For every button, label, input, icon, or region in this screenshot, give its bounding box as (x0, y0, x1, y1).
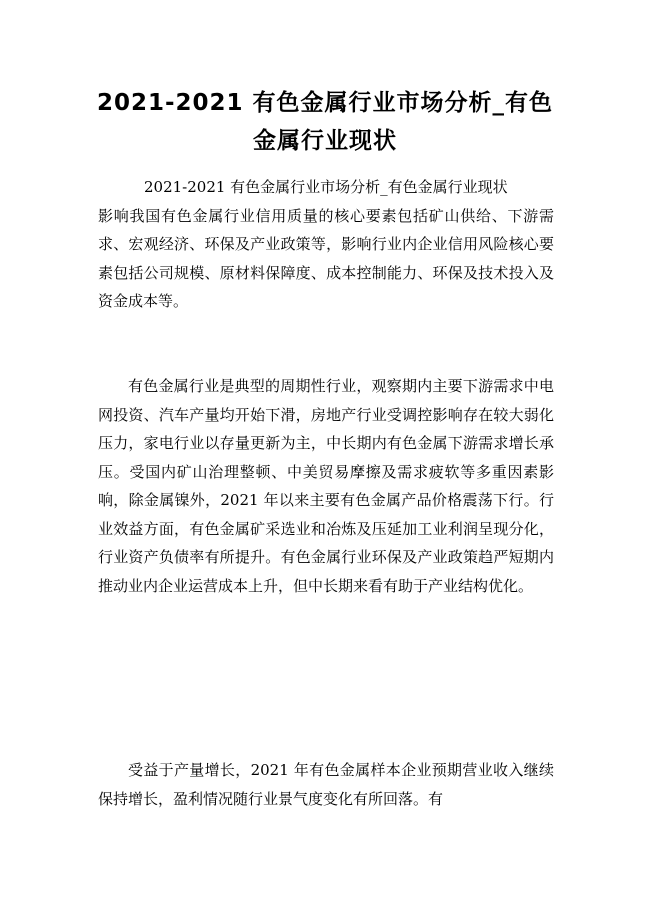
paragraph-0: 影响我国有色金属行业信用质量的核心要素包括矿山供给、下游需求、宏观经济、环保及产业政策等，影响行业内企业信用风险核心要素包括公司规模、原材料保障度、成本控制能力、环保及技术投入及资金成本等。 (98, 206, 554, 310)
intro-heading: 2021-2021 有色金属行业市场分析_有色金属行业现状 (144, 178, 508, 196)
document-title: 2021-2021 有色金属行业市场分析_有色金属行业现状 (96, 90, 554, 154)
paragraph-1: 有色金属行业是典型的周期性行业，观察期内主要下游需求中电网投资、汽车产量均开始下滑，房地产行业受调控影响存在较大弱化压力，家电行业以存量更新为主，中长期内有色金属下游需求增长承压。受国内矿山治理整顿、中美贸易摩擦及需求疲软等多重因素影响，除金属镍外，2021 年以来主要有色金属产品价格震荡下行。行业效益方面，有色金属矿采选业和冶炼及压延加工业利润呈现分化，行业资产负债率有所提升。有色金属行业环保及产业政策趋严短期内推动业内企业运营成本上升，但中长期来看有助于产业结构优化。 (98, 377, 554, 595)
intro-block (98, 173, 554, 316)
paragraph-2: 受益于产量增长，2021 年有色金属样本企业预期营业收入继续保持增长，盈利情况随行业景气度变化有所回落。有 (98, 761, 554, 808)
